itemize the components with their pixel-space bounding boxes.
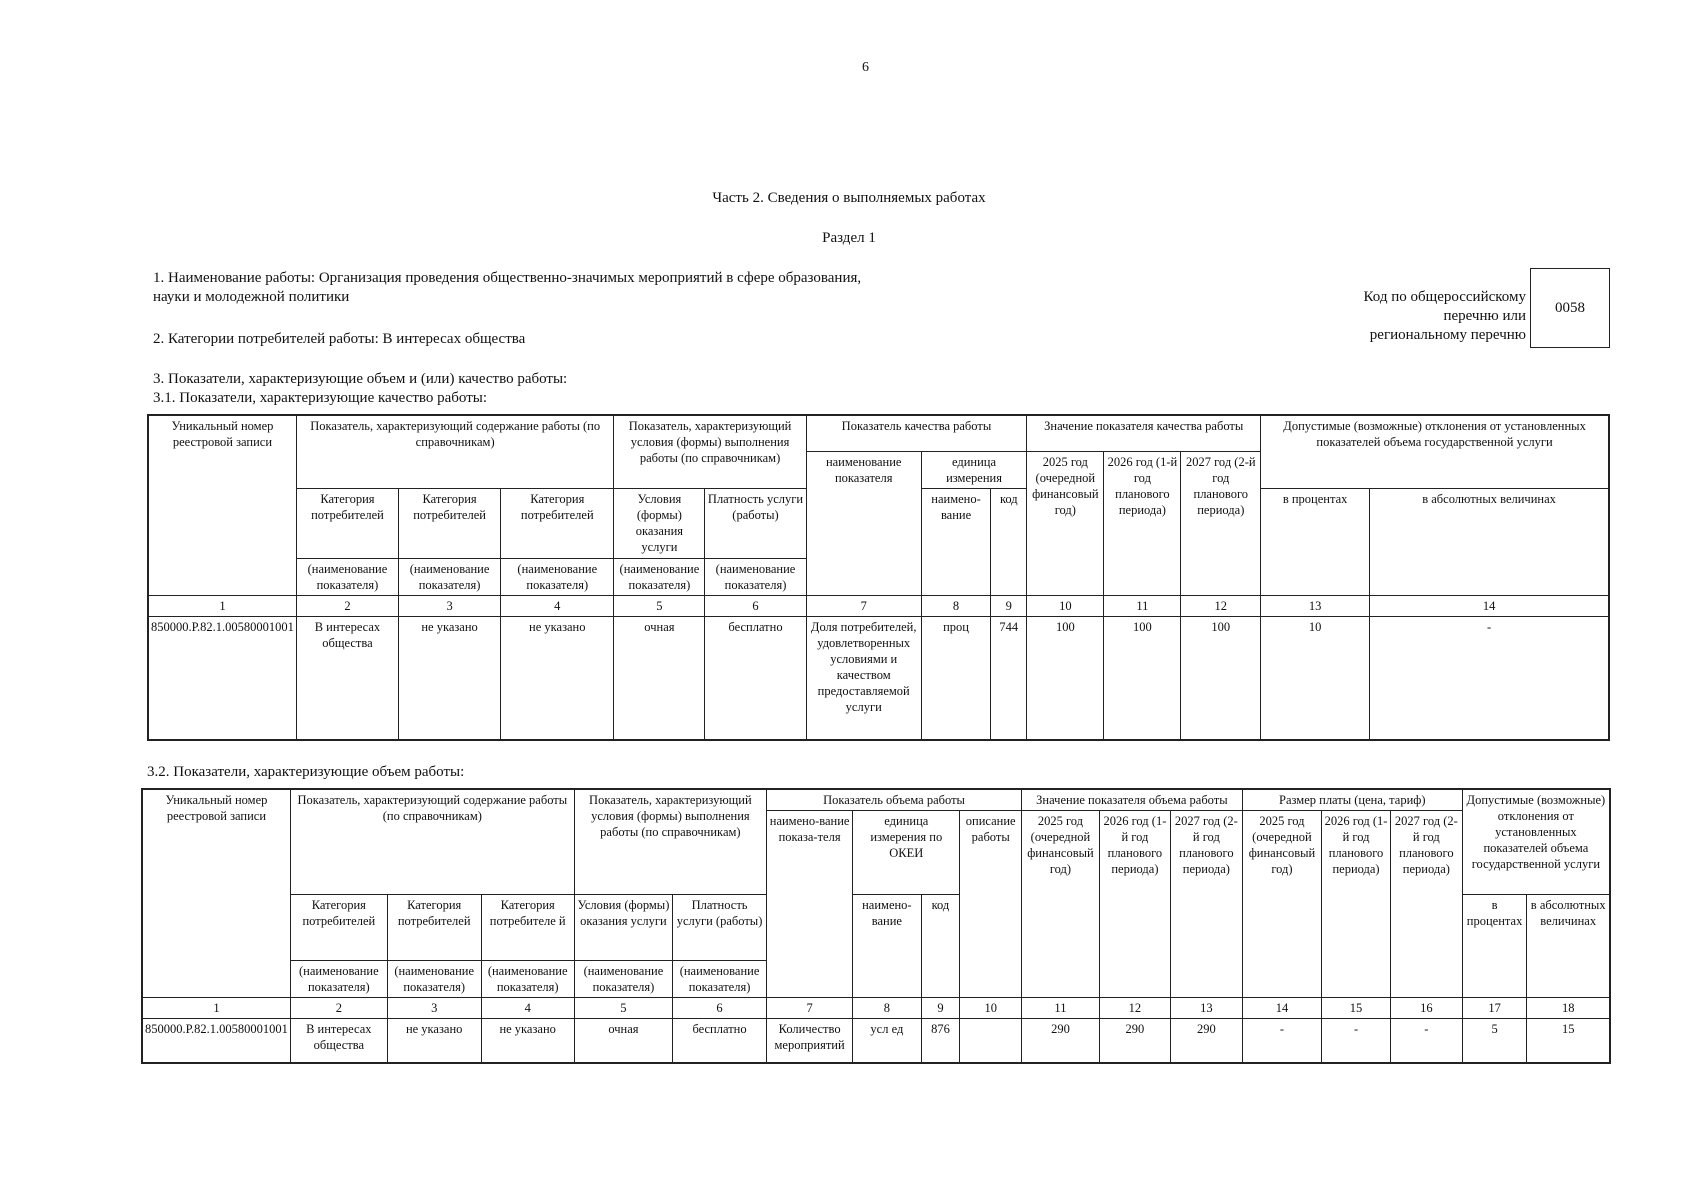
header-unit-code: код — [921, 895, 960, 998]
header-unit: единица измерения — [921, 451, 1026, 488]
header-subtitle: (наименование показателя) — [290, 961, 387, 998]
column-number: 4 — [501, 595, 614, 616]
header-subtitle: (наименование показателя) — [614, 558, 705, 595]
cell-deviation-absolute: - — [1370, 616, 1609, 740]
header-category: Категория потребителей — [387, 895, 481, 961]
code-label: Код по общероссийскому перечню или региональному перечню — [1363, 289, 1526, 343]
cell-value-2027: 290 — [1170, 1019, 1242, 1063]
section-title: Раздел 1 — [822, 230, 876, 246]
column-number: 12 — [1099, 998, 1170, 1019]
cell-description — [960, 1019, 1022, 1063]
header-unique: Уникальный номер реестровой записи — [142, 789, 290, 998]
page-number: 6 — [862, 60, 869, 75]
header-indicator-name: наименование показателя — [806, 451, 921, 595]
column-number: 16 — [1390, 998, 1462, 1019]
part-title: Часть 2. Сведения о выполняемых работах — [712, 190, 986, 206]
header-year-2026: 2026 год (1-й год планового периода) — [1099, 811, 1170, 998]
header-category: Категория потребителей — [296, 488, 398, 558]
column-number: 11 — [1104, 595, 1181, 616]
column-number: 6 — [673, 998, 767, 1019]
header-unit: единица измерения по ОКЕИ — [853, 811, 960, 895]
header-absolute: в абсолютных величинах — [1370, 488, 1609, 595]
volume-indicators-heading: 3.2. Показатели, характеризующие объем работы: — [147, 764, 465, 780]
cell-form: очная — [574, 1019, 672, 1063]
cell-price-2025: - — [1242, 1019, 1321, 1063]
column-number: 7 — [766, 998, 852, 1019]
column-number: 5 — [614, 595, 705, 616]
work-name-line-2: науки и молодежной политики — [153, 289, 350, 305]
header-subtitle: (наименование показателя) — [387, 961, 481, 998]
header-year-2026: 2026 год (1-й год планового периода) — [1104, 451, 1181, 595]
header-deviation: Допустимые (возможные) отклонения от установленных показателей объема государственной услуги — [1462, 789, 1610, 895]
column-number: 11 — [1022, 998, 1100, 1019]
column-number: 14 — [1370, 595, 1609, 616]
header-content: Показатель, характеризующий содержание работы (по справочникам) — [296, 415, 614, 488]
header-price-2025: 2025 год (очередной финансовый год) — [1242, 811, 1321, 998]
quality-table — [147, 414, 1610, 741]
header-quality: Показатель качества работы — [806, 415, 1027, 451]
cell-indicator-name: Доля потребителей, удовлетворенных условиями и качеством предоставляемой услуги — [806, 616, 921, 740]
cell-deviation-percent: 5 — [1462, 1019, 1527, 1063]
cell-deviation-percent: 10 — [1261, 616, 1370, 740]
column-number: 8 — [853, 998, 921, 1019]
header-conditions: Показатель, характеризующий условия (формы) выполнения работы (по справочникам) — [574, 789, 766, 895]
header-value: Значение показателя объема работы — [1022, 789, 1243, 811]
code-box: 0058 — [1530, 268, 1610, 348]
cell-value-2026: 100 — [1104, 616, 1181, 740]
table-row — [148, 616, 1609, 740]
cell-category: не указано — [399, 616, 501, 740]
column-number: 1 — [148, 595, 296, 616]
column-number: 10 — [1027, 595, 1104, 616]
header-year-2025: 2025 год (очередной финансовый год) — [1027, 451, 1104, 595]
column-number: 14 — [1242, 998, 1321, 1019]
column-number: 9 — [921, 998, 960, 1019]
column-number: 8 — [921, 595, 991, 616]
header-subtitle: (наименование показателя) — [399, 558, 501, 595]
header-conditions: Показатель, характеризующий условия (формы) выполнения работы (по справочникам) — [614, 415, 806, 488]
header-indicator-name: наимено-вание показа-теля — [766, 811, 852, 998]
work-name-line-1: 1. Наименование работы: Организация проведения общественно-значимых мероприятий в сфере образования, — [153, 270, 862, 286]
header-unit-name: наимено-вание — [921, 488, 991, 595]
column-number: 12 — [1181, 595, 1261, 616]
cell-value-2025: 100 — [1027, 616, 1104, 740]
column-number: 15 — [1322, 998, 1391, 1019]
header-price: Размер платы (цена, тариф) — [1242, 789, 1462, 811]
cell-form: очная — [614, 616, 705, 740]
header-category: Категория потребителе й — [481, 895, 574, 961]
column-number: 1 — [142, 998, 290, 1019]
header-form: Условия (формы) оказания услуги — [574, 895, 672, 961]
cell-price-2027: - — [1390, 1019, 1462, 1063]
cell-unique-number: 850000.Р.82.1.00580001001 — [148, 616, 296, 740]
cell-category: В интересах общества — [296, 616, 398, 740]
cell-payment: бесплатно — [673, 1019, 767, 1063]
column-number: 10 — [960, 998, 1022, 1019]
header-unique: Уникальный номер реестровой записи — [148, 415, 296, 595]
cell-category: не указано — [387, 1019, 481, 1063]
column-numbers-row — [142, 998, 1610, 1019]
header-price-2026: 2026 год (1-й год планового периода) — [1322, 811, 1391, 998]
cell-deviation-absolute: 15 — [1527, 1019, 1610, 1063]
column-number: 3 — [387, 998, 481, 1019]
header-percent: в процентах — [1261, 488, 1370, 595]
header-unit-code: код — [991, 488, 1027, 595]
column-number: 2 — [290, 998, 387, 1019]
header-description: описание работы — [960, 811, 1022, 998]
cell-unit-name: усл ед — [853, 1019, 921, 1063]
cell-indicator-name: Количество мероприятий — [766, 1019, 852, 1063]
cell-value-2025: 290 — [1022, 1019, 1100, 1063]
column-number: 18 — [1527, 998, 1610, 1019]
column-number: 13 — [1170, 998, 1242, 1019]
header-deviation: Допустимые (возможные) отклонения от установленных показателей объема государственной услуги — [1261, 415, 1609, 488]
column-number: 2 — [296, 595, 398, 616]
header-payment: Платность услуги (работы) — [705, 488, 806, 558]
volume-table — [141, 788, 1611, 1064]
cell-category: не указано — [501, 616, 614, 740]
consumer-category: 2. Категории потребителей работы: В интересах общества — [153, 331, 526, 347]
column-number: 17 — [1462, 998, 1527, 1019]
column-number: 6 — [705, 595, 806, 616]
cell-unit-code: 876 — [921, 1019, 960, 1063]
column-number: 3 — [399, 595, 501, 616]
header-payment: Платность услуги (работы) — [673, 895, 767, 961]
header-year-2027: 2027 год (2-й год планового периода) — [1170, 811, 1242, 998]
cell-unit-code: 744 — [991, 616, 1027, 740]
header-content: Показатель, характеризующий содержание работы (по справочникам) — [290, 789, 574, 895]
header-category: Категория потребителей — [290, 895, 387, 961]
column-numbers-row — [148, 595, 1609, 616]
header-absolute: в абсолютных величинах — [1527, 895, 1610, 998]
header-year-2025: 2025 год (очередной финансовый год) — [1022, 811, 1100, 998]
header-subtitle: (наименование показателя) — [296, 558, 398, 595]
column-number: 5 — [574, 998, 672, 1019]
cell-value-2027: 100 — [1181, 616, 1261, 740]
column-number: 9 — [991, 595, 1027, 616]
cell-category: В интересах общества — [290, 1019, 387, 1063]
header-price-2027: 2027 год (2-й год планового периода) — [1390, 811, 1462, 998]
table-row — [142, 1019, 1610, 1063]
header-subtitle: (наименование показателя) — [705, 558, 806, 595]
cell-category: не указано — [481, 1019, 574, 1063]
column-number: 4 — [481, 998, 574, 1019]
header-form: Условия (формы) оказания услуги — [614, 488, 705, 558]
header-year-2027: 2027 год (2-й год планового периода) — [1181, 451, 1261, 595]
header-value: Значение показателя качества работы — [1027, 415, 1261, 451]
cell-price-2026: - — [1322, 1019, 1391, 1063]
header-unit-name: наимено-вание — [853, 895, 921, 998]
cell-unit-name: проц — [921, 616, 991, 740]
column-number: 7 — [806, 595, 921, 616]
cell-value-2026: 290 — [1099, 1019, 1170, 1063]
header-subtitle: (наименование показателя) — [574, 961, 672, 998]
header-category: Категория потребителей — [501, 488, 614, 558]
cell-unique-number: 850000.Р.82.1.00580001001 — [142, 1019, 290, 1063]
column-number: 13 — [1261, 595, 1370, 616]
header-subtitle: (наименование показателя) — [501, 558, 614, 595]
header-percent: в процентах — [1462, 895, 1527, 998]
header-category: Категория потребителей — [399, 488, 501, 558]
header-subtitle: (наименование показателя) — [481, 961, 574, 998]
indicators-heading: 3. Показатели, характеризующие объем и (или) качество работы: — [153, 371, 568, 387]
cell-payment: бесплатно — [705, 616, 806, 740]
header-subtitle: (наименование показателя) — [673, 961, 767, 998]
header-volume: Показатель объема работы — [766, 789, 1021, 811]
quality-indicators-heading: 3.1. Показатели, характеризующие качество работы: — [153, 390, 487, 406]
